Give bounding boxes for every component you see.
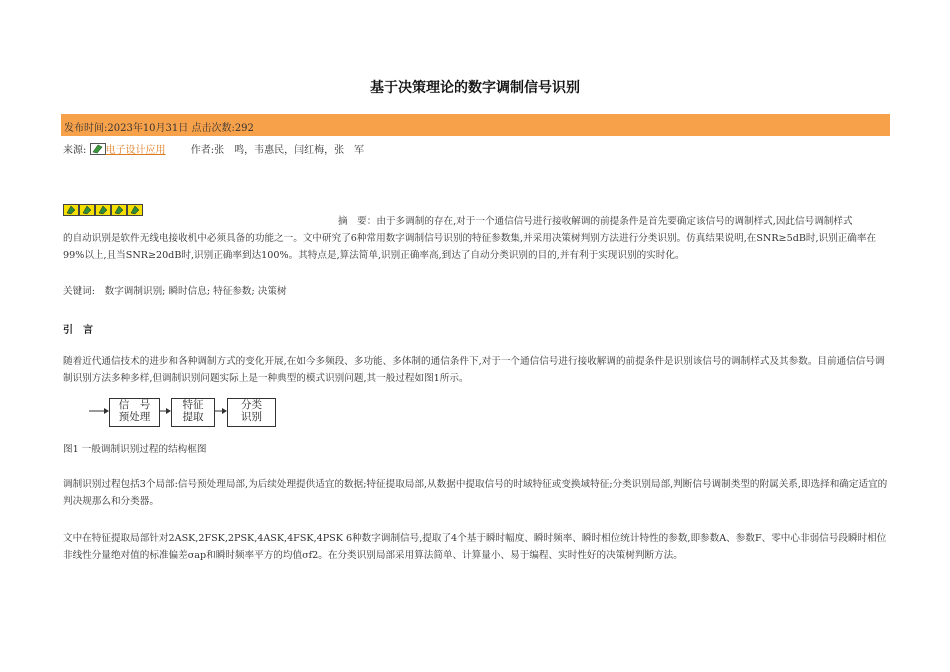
box1-line2: 预处理 xyxy=(118,411,151,423)
box2-line1: 特征 xyxy=(182,399,204,411)
figure-caption: 图1 一般调制识别过程的结构框图 xyxy=(63,444,207,455)
paragraph-method: 文中在特征提取局部针对2ASK,2FSK,2PSK,4ASK,4FSK,4PSK 6种数字调制信号,提取了4个基于瞬时幅度、瞬时频率、瞬时相位统计特性的参数,即参数A、参数F、零中心非弱信号段瞬时相位非线性分量绝对值的标准偏差σap和瞬时频率平方的均值σf2。在分类识别局部采用算法简单、计算量小、易于编程、实时性好的决策树判断方法。 xyxy=(63,533,887,561)
intro-paragraph: 随着近代通信技术的进步和各种调制方式的变化开展,在如今多频段、多功能、多体制的通信条件下,对于一个通信信号进行接收解调的前提条件是识别该信号的调制样式及其参数。目前通信信号调制识别方法多种多样,但调制识别问题实际上是一种典型的模式识别问题,其一般过程如图1所示。 xyxy=(63,356,885,384)
abstract-body: 的自动识别是软件无线电接收机中必须具备的功能之一。文中研究了6种常用数字调制信号识别的特征参数集,并采用决策树判别方法进行分类识别。仿真结果说明,在SNR≥5dB时,识别正确率在99%以上,且当SNR≥20dB时,识别正确率到达100%。其特点是,算法简单,识别正确率高,到达了自动分类识别的目的,并有利于实现识别的实时化。 xyxy=(63,233,877,261)
rating-star-icon xyxy=(63,204,79,216)
article-title: 基于决策理论的数字调制信号识别 xyxy=(370,80,580,96)
box-feature-extraction xyxy=(171,398,215,427)
box3-line2: 识别 xyxy=(241,411,262,423)
publish-info: 发布时间:2023年10月31日 点击次数:292 xyxy=(64,123,254,134)
rating-star-icon xyxy=(79,204,95,216)
box3-line1: 分类 xyxy=(241,399,262,411)
source-line xyxy=(63,141,364,156)
rating-star-icon xyxy=(95,204,111,216)
abstract-first-line: 摘 要：由于多调制的存在,对于一个通信信号进行接收解调的前提条件是首先要确定该信号的调制样式,因此信号调制样式 xyxy=(338,216,853,227)
box1-line1: 信 号 xyxy=(118,399,151,411)
box-signal-preprocessing xyxy=(109,398,160,427)
keywords: 关键词: 数字调制识别; 瞬时信息; 特征参数; 决策树 xyxy=(63,286,287,297)
paragraph-process: 调制识别过程包括3个局部:信号预处理局部,为后续处理提供适宜的数据;特征提取局部,从数据中提取信号的时域特征或变换域特征;分类识别局部,判断信号调制类型的附属关系,即选择和确定适宜的判决规那么和分类器。 xyxy=(63,479,888,507)
box-classification xyxy=(227,398,276,427)
book-icon xyxy=(90,143,106,155)
rating-stars xyxy=(63,204,143,216)
source-label: 来源: xyxy=(63,145,87,156)
rating-star-icon xyxy=(111,204,127,216)
section-heading: 引言 xyxy=(63,325,103,336)
box2-line2: 提取 xyxy=(182,411,204,423)
rating-star-icon xyxy=(127,204,143,216)
authors: 作者:张 鸣，韦惠民，闫红梅，张 军 xyxy=(190,145,365,156)
info-bar xyxy=(61,114,890,136)
source-link[interactable]: 电子设计应用 xyxy=(105,145,166,156)
